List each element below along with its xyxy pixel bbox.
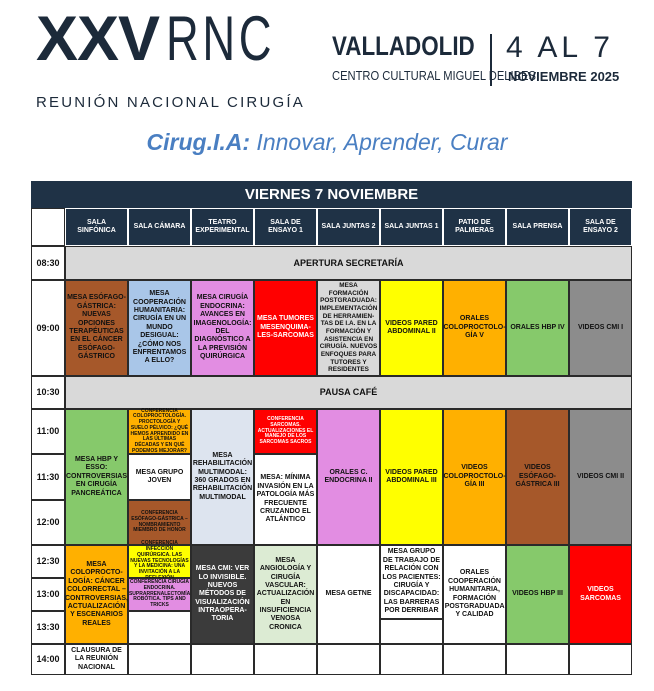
empty-cell xyxy=(380,619,443,644)
coffee-band: PAUSA CAFÉ xyxy=(65,376,632,409)
session-cell: VIDEOS HBP III xyxy=(506,545,569,644)
time-slot: 09:00 xyxy=(31,280,65,376)
session-cell: CONFERENCIA SARCOMAS. ACTUALIZACIONES EL MANEJO DE LOS SARCOMAS SACROS xyxy=(254,409,317,454)
session-cell: VIDEOS ESÓFAGO-GÁSTRICA III xyxy=(506,409,569,545)
tagline-rest: Innovar, Aprender, Curar xyxy=(250,129,508,155)
session-cell: VIDEOS PARED ABDOMINAL II xyxy=(380,280,443,376)
opening-band: APERTURA SECRETARÍA xyxy=(65,246,632,280)
session-cell: MESA ANGIOLOGÍA Y CIRUGÍA VASCULAR: ACTUALIZACIÓN EN INSUFICIENCIA VENOSA CRONICA xyxy=(254,545,317,644)
session-cell: MESA TUMORES MESENQUIMA-LES-SARCOMAS xyxy=(254,280,317,376)
tagline-bold: Cirug.I.A: xyxy=(146,129,251,155)
event-header xyxy=(0,0,654,180)
room-header: SALA PRENSA xyxy=(506,208,569,246)
session-cell: MESA: MÍNIMA INVASIÓN EN LA PATOLOGÍA MÁS FRECUENTE CRUZANDO EL ATLÁNTICO xyxy=(254,454,317,545)
time-slot: 11:00 xyxy=(31,409,65,454)
room-header: TEATRO EXPERIMENTAL xyxy=(191,208,254,246)
session-cell: ORALES HBP IV xyxy=(506,280,569,376)
event-dates: 4 AL 7 xyxy=(506,31,614,64)
session-cell: VIDEOS COLOPROCTOLO-GÍA III xyxy=(443,409,506,545)
empty-cell xyxy=(128,611,191,644)
time-slot: 12:00 xyxy=(31,500,65,545)
room-header: PATIO DE PALMERAS xyxy=(443,208,506,246)
session-cell: MESA HBP Y ESSO: CONTROVERSIAS EN CIRUGÍA PANCREÁTICA xyxy=(65,409,128,545)
time-slot: 11:30 xyxy=(31,454,65,500)
time-slot: 12:30 xyxy=(31,545,65,578)
event-acronym: RNC xyxy=(166,4,276,74)
header-corner xyxy=(31,208,65,246)
session-cell: MESA REHABILITACIÓN MULTIMODAL: 360 GRADOS EN REHABILITACIÓN MULTIMODAL xyxy=(191,409,254,545)
session-cell: ORALES COOPERACIÓN HUMANITARIA, FORMACIÓN POSTGRADUADA Y CALIDAD xyxy=(443,545,506,644)
room-header: SALA DE ENSAYO 1 xyxy=(254,208,317,246)
room-header: SALA JUNTAS 1 xyxy=(380,208,443,246)
time-slot: 14:00 xyxy=(31,644,65,675)
event-city: VALLADOLID xyxy=(332,31,475,61)
room-header: SALA SINFÓNICA xyxy=(65,208,128,246)
session-cell: VIDEOS PARED ABDOMINAL III xyxy=(380,409,443,545)
schedule-grid xyxy=(31,181,632,675)
session-cell: ORALES C. ENDOCRINA II xyxy=(317,409,380,545)
time-slot: 13:00 xyxy=(31,578,65,611)
event-name: REUNIÓN NACIONAL CIRUGÍA xyxy=(36,94,305,111)
event-venue: CENTRO CULTURAL MIGUEL DELIBES xyxy=(332,68,536,83)
session-cell: CONFERENCIA CIRUGÍA ENDOCRINA. SUPRARRENALECTOMÍA ROBÓTICA. TIPS AND TRICKS xyxy=(128,578,191,611)
room-header: SALA CÁMARA xyxy=(128,208,191,246)
empty-cell xyxy=(254,644,317,675)
closing-cell: CLAUSURA DE LA REUNIÓN NACIONAL xyxy=(65,644,128,675)
session-cell: CONFERENCIA COLOPROCTOLOGÍA. PROCTOLOGÍA Y SUELO PÉLVICO: ¿QUÉ HEMOS APRENDIDO EN LAS ÚLTIMAS DÉCADAS Y EN QUÉ PODEMOS MEJORAR? xyxy=(128,409,191,454)
session-cell: VIDEOS SARCOMAS xyxy=(569,545,632,644)
session-cell: MESA CIRUGÍA ENDOCRINA: AVANCES EN IMAGENOLOGÍA: DEL DIAGNÓSTICO A LA PREVISIÓN QUIRÚRGICA xyxy=(191,280,254,376)
room-header: SALA DE ENSAYO 2 xyxy=(569,208,632,246)
session-cell: MESA GRUPO JOVEN xyxy=(128,454,191,500)
empty-cell xyxy=(506,644,569,675)
time-slot: 10:30 xyxy=(31,376,65,409)
session-cell: MESA COOPERACIÓN HUMANITARIA: CIRUGÍA EN UN MUNDO DESIGUAL: ¿CÓMO NOS ENFRENTAMOS A ELLO? xyxy=(128,280,191,376)
session-cell: MESA CMI: VER LO INVISIBLE. NUEVOS MÉTODOS DE VISUALIZACIÓN INTRAOPERA-TORIA xyxy=(191,545,254,644)
day-header: VIERNES 7 NOVIEMBRE xyxy=(31,181,632,208)
edition-numeral: XXV xyxy=(36,4,160,74)
empty-cell xyxy=(569,644,632,675)
session-cell: VIDEOS CMI II xyxy=(569,409,632,545)
session-cell: MESA FORMACIÓN POSTGRADUADA: IMPLEMENTACIÓN DE HERRAMIEN-TAS DE I.A. EN LA FORMACIÓN Y ASISTENCIA EN CIRUGÍA. NUEVOS ENFOQUES PARA TUTORES Y RESIDENTES xyxy=(317,280,380,376)
session-cell: VIDEOS CMI I xyxy=(569,280,632,376)
session-cell: CONFERENCIA ESÓFAGO-GÁSTRICA – NOMBRAMIENTO MIEMBRO DE HONOR xyxy=(128,500,191,545)
time-slot: 13:30 xyxy=(31,611,65,644)
session-cell: MESA GRUPO DE TRABAJO DE RELACIÓN CON LOS PACIENTES: CIRUGÍA Y DISCAPACIDAD: LAS BARRERAS POR DERRIBAR xyxy=(380,545,443,619)
empty-cell xyxy=(191,644,254,675)
session-cell: ORALES COLOPROCTOLO-GÍA V xyxy=(443,280,506,376)
empty-cell xyxy=(128,644,191,675)
session-cell: MESA ESÓFAGO-GÁSTRICA: NUEVAS OPCIONES TERAPÉUTICAS EN EL CÁNCER ESÓFAGO-GÁSTRICO xyxy=(65,280,128,376)
empty-cell xyxy=(317,644,380,675)
room-header: SALA JUNTAS 2 xyxy=(317,208,380,246)
empty-cell xyxy=(443,644,506,675)
session-cell: MESA GETNE xyxy=(317,545,380,644)
empty-cell xyxy=(380,644,443,675)
session-cell: MESA COLOPROCTO-LOGÍA: CÁNCER COLORRECTAL – CONTROVERSIAS, ACTUALIZACIÓN Y ESCENARIOS REALES xyxy=(65,545,128,644)
time-slot: 08:30 xyxy=(31,246,65,280)
event-month: NOVIEMBRE 2025 xyxy=(508,69,620,84)
event-tagline xyxy=(0,131,654,154)
session-cell: INFECCIÓN QUIRÚRGICA. LAS NUEVAS TECNOLOGÍAS Y LA MEDICINA: UNA INVITACIÓN A LA xyxy=(128,545,191,578)
